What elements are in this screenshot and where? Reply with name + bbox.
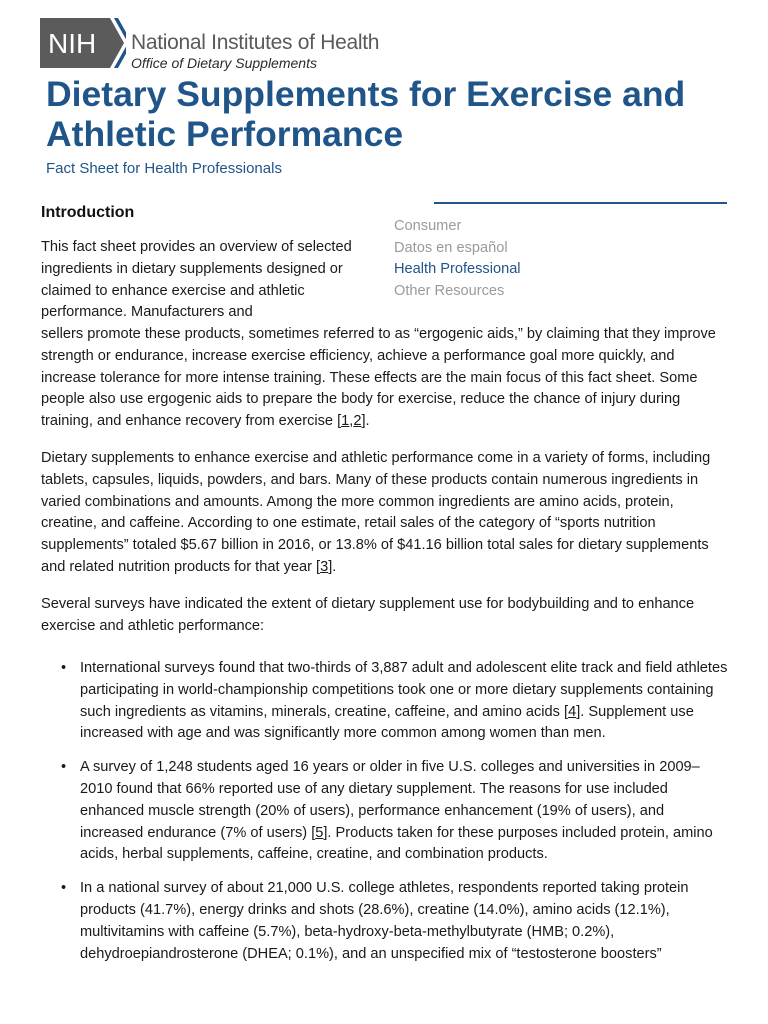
reference-link-3[interactable]: 3	[320, 558, 329, 575]
list-item-text: In a national survey of about 21,000 U.S. college athletes, respondents reported taking protein products (41.7%), energy drinks and shots (28.6%), creatine (14.0%), amino acids (12.1%), multivitamins with caffeine (5.7%), beta-hydroxy-beta-methylbutyrate (HMB; 0.2%), dehydroepiandrosterone (DHEA; 0.1%), and an unspecified mix of “testosterone boosters”	[80, 880, 689, 962]
list-item-text-end: ]. Supplement use increased with age and was significantly more common among women than men.	[80, 703, 694, 742]
paragraph-surveys-intro: Several surveys have indicated the extent of dietary supplement use for bodybuilding and to enhance exercise and athletic performance:	[41, 596, 695, 634]
intro-paragraph-continued	[41, 324, 731, 433]
paragraph-text: Dietary supplements to enhance exercise and athletic performance come in a variety of forms, including tablets, capsules, liquids, powders, and bars. Many of these products contain numerous ingredients in varied combinations and amounts. Among the more common ingredients are amino acids, protein, creatine, and caffeine. According to one estimate, retail sales of the category of “sports nutrition supplements” totaled $5.67 billion in 2016, or 13.8% of $41.16 billion total sales for dietary supplements and related nutrition products for that year [	[41, 450, 711, 575]
survey-list	[41, 658, 731, 977]
list-item-text: International surveys found that two-thirds of 3,887 adult and adolescent elite track and field athletes participating in world-championship competitions took one or more dietary supplements containing such ingredients as vitamins, minerals, creatine, caffeine, and amino acids [	[80, 660, 728, 720]
paragraph-forms-and-sales	[41, 448, 731, 579]
nav-link-consumer[interactable]: Consumer	[394, 218, 462, 234]
nav-link-espanol[interactable]: Datos en español	[394, 239, 508, 256]
reference-link-2[interactable]: 2	[353, 413, 362, 430]
office-name: Office of Dietary Supplements	[131, 55, 317, 71]
org-name: National Institutes of Health	[131, 31, 380, 54]
nih-logo-text: NIH	[48, 28, 97, 59]
section-heading-introduction: Introduction	[41, 204, 135, 221]
list-item	[41, 757, 731, 866]
nih-logo[interactable]	[40, 18, 126, 68]
page-subtitle: Fact Sheet for Health Professionals	[46, 160, 282, 177]
ref-close: ].	[361, 413, 370, 430]
list-item	[41, 658, 731, 745]
list-item-text-end: ]. Products taken for these purposes included protein, amino acids, herbal supplements, caffeine, creatine, and combination products.	[80, 824, 713, 863]
reference-link-4[interactable]: 4	[568, 703, 577, 720]
page-title: Dietary Supplements for Exercise and Athletic Performance	[46, 74, 686, 154]
nav-divider	[434, 202, 727, 204]
reference-link-5[interactable]: 5	[315, 824, 324, 841]
reference-link-1[interactable]: 1	[341, 413, 350, 430]
intro-paragraph-start: This fact sheet provides an overview of selected ingredients in dietary supplements designed or claimed to enhance exercise and athletic performance. Manufacturers and	[41, 239, 352, 321]
ref-close: ].	[328, 558, 337, 575]
ref-separator: ,	[349, 413, 354, 430]
nav-link-health-professional[interactable]: Health Professional	[394, 261, 521, 278]
audience-nav	[394, 216, 724, 303]
nav-link-other-resources[interactable]: Other Resources	[394, 283, 505, 300]
list-item-text: A survey of 1,248 students aged 16 years or older in five U.S. colleges and universities in 2009–2010 found that 66% reported use of any dietary supplement. The reasons for use included enhanced muscle strength (20% of users), performance enhancement (19% of users), and increased endurance (7% of users) [	[80, 759, 700, 841]
list-item	[41, 878, 731, 965]
intro-text: sellers promote these products, sometimes referred to as “ergogenic aids,” by claiming that they improve strength or endurance, increase exercise efficiency, achieve a performance goal more quickly, and increase tolerance for more intense training. These effects are the main focus of this fact sheet. Some people also use ergogenic aids to prepare the body for exercise, reduce the chance of injury during training, and enhance recovery from exercise [	[41, 326, 716, 430]
